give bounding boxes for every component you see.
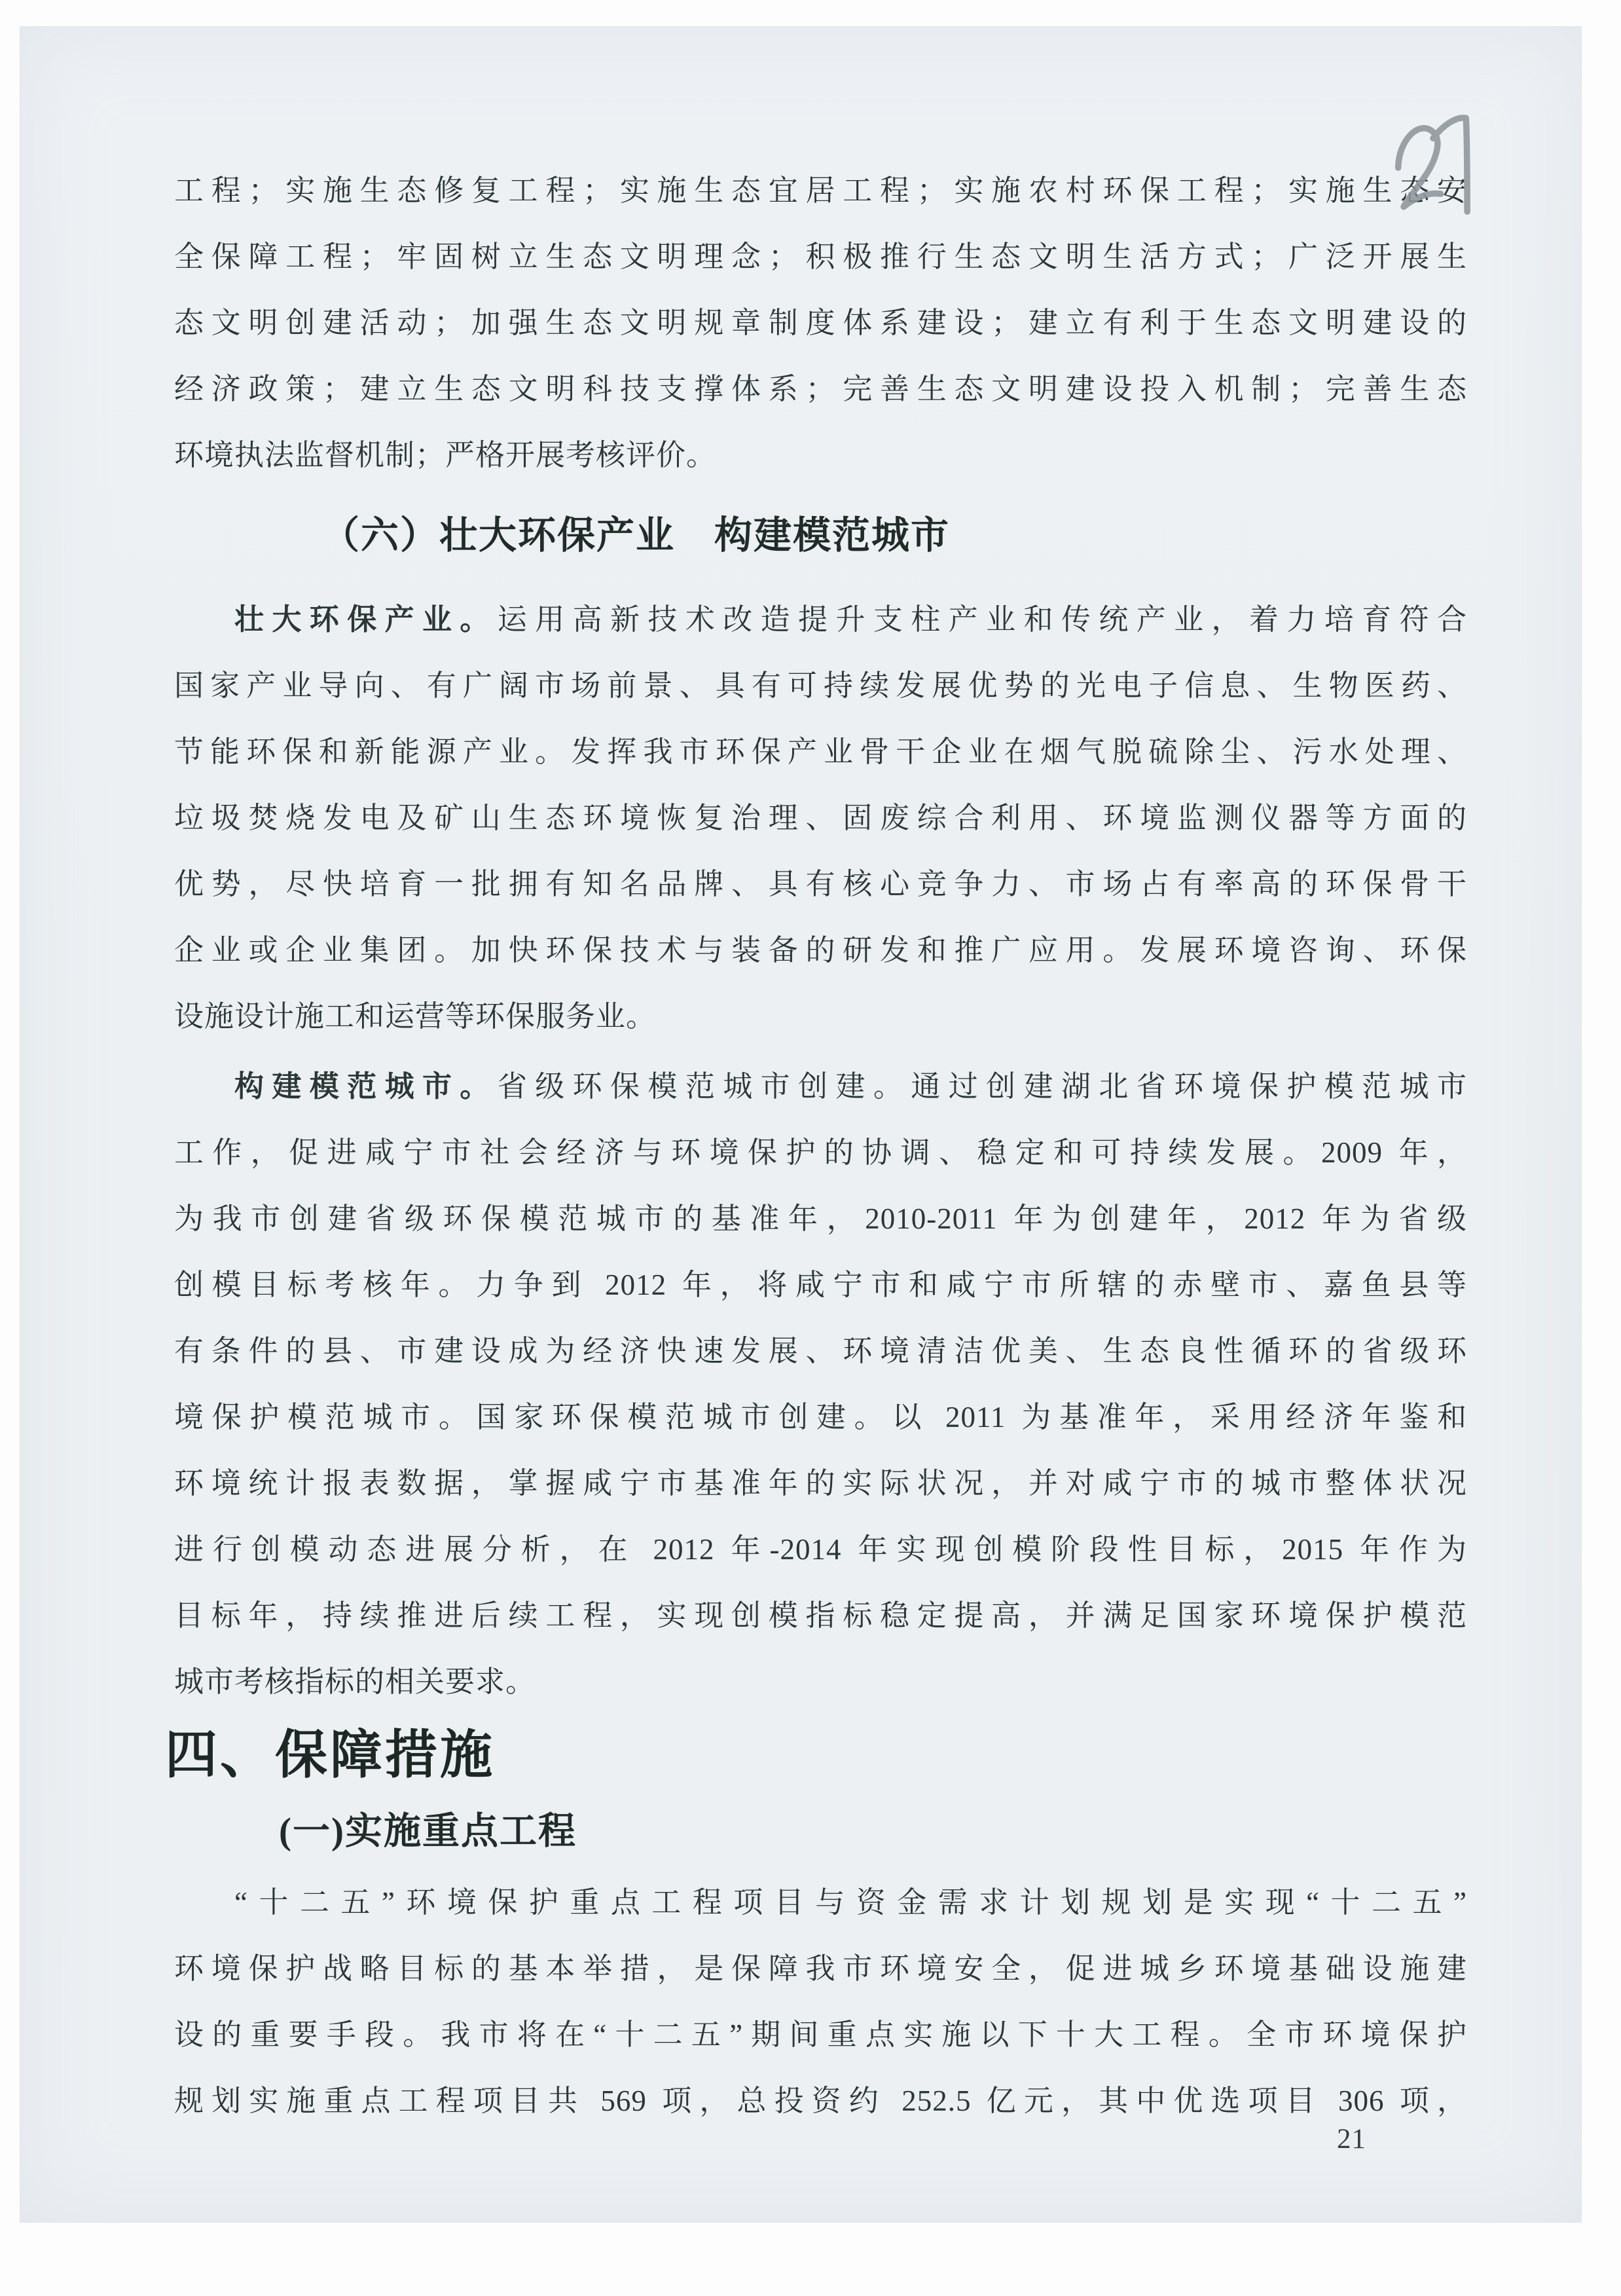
document-page xyxy=(20,26,1582,2223)
text-line: 环境保护战略目标的基本举措，是保障我市环境安全，促进城乡环境基础设施建 xyxy=(174,1952,1467,1985)
text-line xyxy=(174,1054,1467,1120)
text-line: 节能环保和新能源产业。发挥我市环保产业骨干企业在烟气脱硫除尘、污水处理、 xyxy=(174,735,1467,768)
text-line: 国家产业导向、有广阔市场前景、具有可持续发展优势的光电子信息、生物医药、 xyxy=(174,669,1467,702)
section-heading-six: （六）壮大环保产业 构建模范城市 xyxy=(321,514,951,557)
text-line: 工程；实施生态修复工程；实施生态宜居工程；实施农村环保工程；实施生态安 xyxy=(174,174,1467,207)
text-line xyxy=(174,587,1467,653)
text-line: 态文明创建活动；加强生态文明规章制度体系建设；建立有利于生态文明建设的 xyxy=(174,306,1467,339)
paragraph-lead-bold: 壮大环保产业。 xyxy=(234,603,498,636)
text-line: 环境统计报表数据，掌握咸宁市基准年的实际状况，并对咸宁市的城市整体状况 xyxy=(174,1467,1467,1500)
text-line: 经济政策；建立生态文明科技支撑体系；完善生态文明建设投入机制；完善生态 xyxy=(174,373,1467,405)
text-line: “十二五”环境保护重点工程项目与资金需求计划规划是实现“十二五” xyxy=(234,1886,1467,1919)
subsection-heading-one: (一)实施重点工程 xyxy=(279,1811,577,1852)
text-line: 工作，促进咸宁市社会经济与环境保护的协调、稳定和可持续发展。2009 年， xyxy=(174,1136,1467,1169)
text-line: 企业或企业集团。加快环保技术与装备的研发和推广应用。发展环境咨询、环保 xyxy=(174,934,1467,967)
paragraph-model-city xyxy=(174,1054,1467,1715)
text-line: 全保障工程；牢固树立生态文明理念；积极推行生态文明生活方式；广泛开展生 xyxy=(174,240,1467,273)
chapter-heading-four: 四、保障措施 xyxy=(165,1727,495,1785)
paragraph-lead-bold: 构建模范城市。 xyxy=(234,1070,498,1103)
text-line: 优势，尽快培育一批拥有知名品牌、具有核心竞争力、市场占有率高的环保骨干 xyxy=(174,868,1467,900)
page-number: 21 xyxy=(1337,2124,1366,2155)
text-line: 目标年，持续推进后续工程，实现创模指标稳定提高，并满足国家环境保护模范 xyxy=(174,1599,1467,1632)
paragraph-strengthen-industry xyxy=(174,587,1467,1050)
text-line: 环境执法监督机制；严格开展考核评价。 xyxy=(174,439,717,472)
text-line: 城市考核指标的相关要求。 xyxy=(174,1665,536,1698)
handwritten-page-mark-27 xyxy=(1383,105,1494,229)
text-line: 进行创模动态进展分析，在 2012 年-2014 年实现创模阶段性目标，2015 年作为 xyxy=(174,1533,1467,1566)
text-line: 设施设计施工和运营等环保服务业。 xyxy=(174,1000,657,1033)
pencil-digit-7 xyxy=(1432,117,1474,213)
text-run: 省级环保模范城市创建。通过创建湖北省环境保护模范城市 xyxy=(497,1070,1467,1103)
spacer xyxy=(174,567,1467,587)
text-line: 境保护模范城市。国家环保模范城市创建。以 2011 为基准年，采用经济年鉴和 xyxy=(174,1401,1467,1434)
text-line: 有条件的县、市建设成为经济快速发展、环境清洁优美、生态良性循环的省级环 xyxy=(174,1335,1467,1367)
text-line: 垃圾焚烧发电及矿山生态环境恢复治理、固废综合利用、环境监测仪器等方面的 xyxy=(174,802,1467,834)
page-content xyxy=(165,27,1467,2134)
text-line: 规划实施重点工程项目共 569 项，总投资约 252.5 亿元，其中优选项目 306 项， xyxy=(174,2084,1467,2117)
text-line: 为我市创建省级环保模范城市的基准年，2010-2011 年为创建年，2012 年为省级 xyxy=(174,1202,1467,1235)
text-line: 设的重要手段。我市将在“十二五”期间重点实施以下十大工程。全市环境保护 xyxy=(174,2018,1467,2051)
spacer xyxy=(174,1863,1467,1870)
text-run: 运用高新技术改造提升支柱产业和传统产业，着力培育符合 xyxy=(497,603,1467,636)
text-line: 创模目标考核年。力争到 2012 年，将咸宁市和咸宁市所辖的赤壁市、嘉鱼县等 xyxy=(174,1268,1467,1301)
paragraph-key-projects xyxy=(174,1870,1467,2134)
paragraph-eco-projects xyxy=(174,158,1467,489)
